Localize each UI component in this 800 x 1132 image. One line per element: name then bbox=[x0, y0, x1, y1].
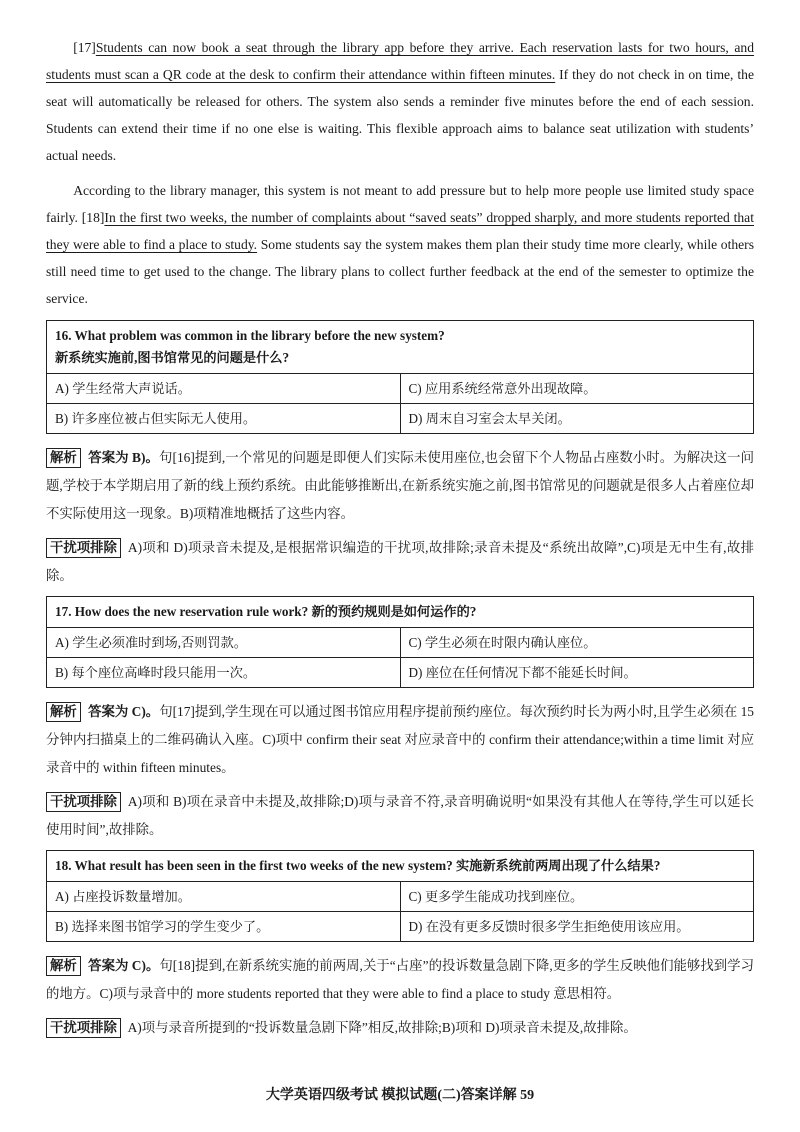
paragraph-text: According to the library manager, this system is not meant to add pressure but to help more people use limited study space fairly. bbox=[46, 183, 754, 225]
option-row bbox=[47, 658, 753, 687]
paragraph-text: If they do not check in on time, the seat will automatically be released for others. The system also sends a reminder five minutes before the end of each session. Students can extend their time if no one else is waiting. This flexible approach aims to balance seat utilization with students’ actual needs. bbox=[46, 67, 754, 163]
analysis-tag: 解析 bbox=[46, 956, 81, 976]
analysis-text: 句[16]提到,一个常见的问题是即便人们实际未使用座位,也会留下个人物品占座数小时。为解决这一问题,学校于本学期启用了新的线上预约系统。由此能够推断出,在新系统实施之前,图书馆常见的问题就是很多人占着座位却不实际使用这一现象。B)项精准地概括了这些内容。 bbox=[46, 450, 754, 521]
key-sentence-18: In the first two weeks, the number of complaints about “saved seats” dropped sharply, and more students reported that they were able to find a place to study. bbox=[46, 210, 754, 252]
question-text-zh: 实施新系统前两周出现了什么结果? bbox=[455, 858, 661, 873]
option-d: D) 在没有更多反馈时很多学生拒绝使用该应用。 bbox=[400, 912, 754, 941]
option-c: C) 应用系统经常意外出现故障。 bbox=[400, 374, 754, 403]
distractor-16 bbox=[46, 534, 754, 590]
question-text-zh: 新系统实施前,图书馆常见的问题是什么? bbox=[55, 350, 290, 365]
option-b: B) 每个座位高峰时段只能用一次。 bbox=[55, 665, 257, 680]
analysis-tag: 解析 bbox=[46, 702, 81, 722]
option-d: D) 周末自习室会太早关闭。 bbox=[400, 404, 754, 433]
question-header bbox=[47, 851, 753, 882]
analysis-18 bbox=[46, 952, 754, 1008]
page-footer: 大学英语四级考试 模拟试题(二)答案详解 59 bbox=[265, 1088, 535, 1103]
sentence-marker-17: [17] bbox=[73, 40, 96, 55]
analysis-text: 句[17]提到,学生现在可以通过图书馆应用程序提前预约座位。每次预约时长为两小时,且学生必须在 15 分钟内扫描桌上的二维码确认入座。C)项中 confirm their seat 对应录音中的 confirm their attendance;within a time limit 对应录音中的 within fifteen minutes。 bbox=[46, 704, 754, 775]
distractor-text: A)项和 D)项录音未提及,是根据常识编造的干扰项,故排除;录音未提及“系统出故障”,C)项是无中生有,故排除。 bbox=[46, 540, 754, 583]
option-row bbox=[47, 404, 753, 433]
passage-paragraph-2 bbox=[46, 177, 754, 312]
distractor-text: A)项与录音所提到的“投诉数量急剧下降”相反,故排除;B)项和 D)项录音未提及,故排除。 bbox=[127, 1020, 637, 1035]
question-box-17 bbox=[46, 596, 754, 688]
distractor-tag: 干扰项排除 bbox=[46, 538, 121, 558]
distractor-text: A)项和 B)项在录音中未提及,故排除;D)项与录音不符,录音明确说明“如果没有其他人在等待,学生可以延长使用时间”,故排除。 bbox=[46, 794, 755, 837]
option-c: C) 学生必须在时限内确认座位。 bbox=[400, 628, 754, 657]
question-text-en: 18. What result has been seen in the first two weeks of the new system? bbox=[55, 858, 453, 873]
option-a: A) 学生经常大声说话。 bbox=[55, 381, 191, 396]
option-a: A) 学生必须准时到场,否则罚款。 bbox=[55, 635, 247, 650]
question-box-18 bbox=[46, 850, 754, 942]
option-row bbox=[47, 912, 753, 941]
question-box-16 bbox=[46, 320, 754, 434]
option-row bbox=[47, 882, 753, 912]
answer-text: 答案为 C)。 bbox=[88, 958, 160, 973]
option-row bbox=[47, 628, 753, 658]
distractor-tag: 干扰项排除 bbox=[46, 792, 121, 812]
question-text-en: 16. What problem was common in the library before the new system? bbox=[55, 328, 445, 343]
distractor-18 bbox=[46, 1014, 754, 1042]
document-page bbox=[46, 34, 754, 1048]
question-header bbox=[47, 597, 753, 628]
key-sentence-17: Students can now book a seat through the library app before they arrive. Each reservation lasts for two hours, and students must scan a QR code at the desk to confirm their attendance within fifteen minutes. bbox=[46, 40, 754, 82]
analysis-16 bbox=[46, 444, 754, 528]
passage-paragraph-1 bbox=[46, 34, 754, 169]
option-row bbox=[47, 374, 753, 404]
option-c: C) 更多学生能成功找到座位。 bbox=[400, 882, 754, 911]
analysis-17 bbox=[46, 698, 754, 782]
option-b: B) 选择来图书馆学习的学生变少了。 bbox=[55, 919, 270, 934]
paragraph-text: Some students say the system makes them plan their study time more clearly, while others still need time to get used to the change. The library plans to collect further feedback at the end of the semester to optimize the service. bbox=[46, 237, 754, 306]
question-text-en: 17. How does the new reservation rule work? bbox=[55, 604, 309, 619]
option-d: D) 座位在任何情况下都不能延长时间。 bbox=[400, 658, 754, 687]
answer-text: 答案为 B)。 bbox=[88, 450, 160, 465]
sentence-marker-18: [18] bbox=[81, 210, 105, 225]
distractor-17 bbox=[46, 788, 754, 844]
option-a: A) 占座投诉数量增加。 bbox=[55, 889, 191, 904]
question-header bbox=[47, 321, 753, 374]
analysis-text: 句[18]提到,在新系统实施的前两周,关于“占座”的投诉数量急剧下降,更多的学生反映他们能够找到学习的地方。C)项与录音中的 more students reported that they were able to find a place to study 意思相符。 bbox=[46, 958, 754, 1001]
distractor-tag: 干扰项排除 bbox=[46, 1018, 121, 1038]
answer-text: 答案为 C)。 bbox=[88, 704, 160, 719]
question-text-zh: 新的预约规则是如何运作的? bbox=[311, 604, 477, 619]
analysis-tag: 解析 bbox=[46, 448, 81, 468]
option-b: B) 许多座位被占但实际无人使用。 bbox=[55, 411, 257, 426]
